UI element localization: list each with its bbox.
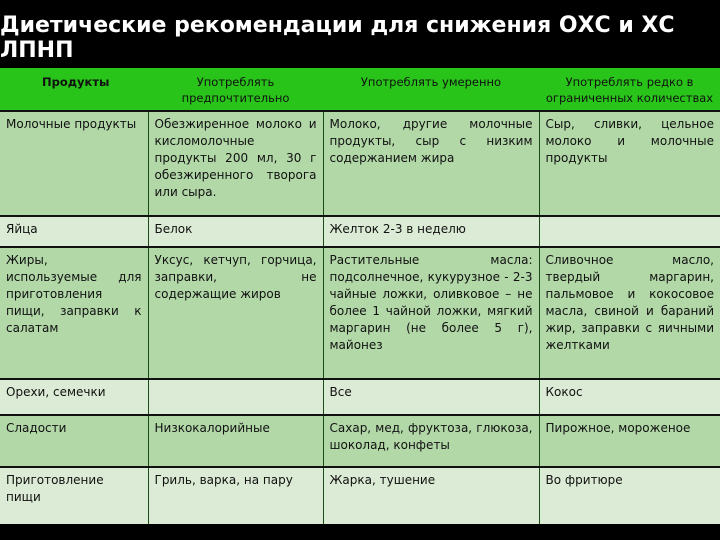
- cell-moderate: Молоко, другие молочные продукты, сыр с низким содержанием жира: [323, 111, 539, 216]
- header-preferred: Употреблять предпочтительно: [148, 68, 323, 111]
- cell-moderate: Растительные масла: подсолнечное, кукурузное - 2-3 чайные ложки, оливковое – не более 1 чайной ложки, мягкий маргарин (не более 5 г), майонез: [323, 247, 539, 379]
- cell-rarely: Сливочное масло, твердый маргарин, пальмовое и кокосовое масла, свиной и бараний жир, заправки с яичными желтками: [539, 247, 720, 379]
- cell-moderate: Жарка, тушение: [323, 467, 539, 524]
- table-row: [0, 216, 720, 247]
- header-row: [0, 68, 720, 111]
- cell-preferred: Белок: [148, 216, 323, 247]
- header-rarely: Употреблять редко в ограниченных количествах: [539, 68, 720, 111]
- cell-rarely: Кокос: [539, 379, 720, 415]
- header-products: Продукты: [0, 68, 148, 111]
- diet-table: [0, 68, 720, 524]
- table-row: [0, 111, 720, 216]
- cell-product: Молочные продукты: [0, 111, 148, 216]
- table-row: [0, 247, 720, 379]
- cell-product: Яйца: [0, 216, 148, 247]
- cell-rarely: Во фритюре: [539, 467, 720, 524]
- cell-rarely: Сыр, сливки, цельное молоко и молочные продукты: [539, 111, 720, 216]
- cell-preferred: Уксус, кетчуп, горчица, заправки, не содержащие жиров: [148, 247, 323, 379]
- table-row: [0, 467, 720, 524]
- cell-moderate: Сахар, мед, фруктоза, глюкоза, шоколад, конфеты: [323, 415, 539, 467]
- table-row: [0, 415, 720, 467]
- cell-preferred: [148, 379, 323, 415]
- cell-moderate: Все: [323, 379, 539, 415]
- cell-preferred: Низкокалорийные: [148, 415, 323, 467]
- slide-title: Диетические рекомендации для снижения ОХС и ХС ЛПНП: [0, 13, 675, 63]
- cell-product: Жиры, используемые для приготовления пищи, заправки к салатам: [0, 247, 148, 379]
- cell-preferred: Гриль, варка, на пару: [148, 467, 323, 524]
- header-moderate: Употреблять умеренно: [323, 68, 539, 111]
- cell-preferred: Обезжиренное молоко и кисломолочные продукты 200 мл, 30 г обезжиренного творога или сыра.: [148, 111, 323, 216]
- table-row: [0, 379, 720, 415]
- cell-moderate: Желток 2-3 в неделю: [323, 216, 539, 247]
- cell-rarely: [539, 216, 720, 247]
- cell-product: Сладости: [0, 415, 148, 467]
- cell-rarely: Пирожное, мороженое: [539, 415, 720, 467]
- cell-product: Орехи, семечки: [0, 379, 148, 415]
- cell-product: Приготовление пищи: [0, 467, 148, 524]
